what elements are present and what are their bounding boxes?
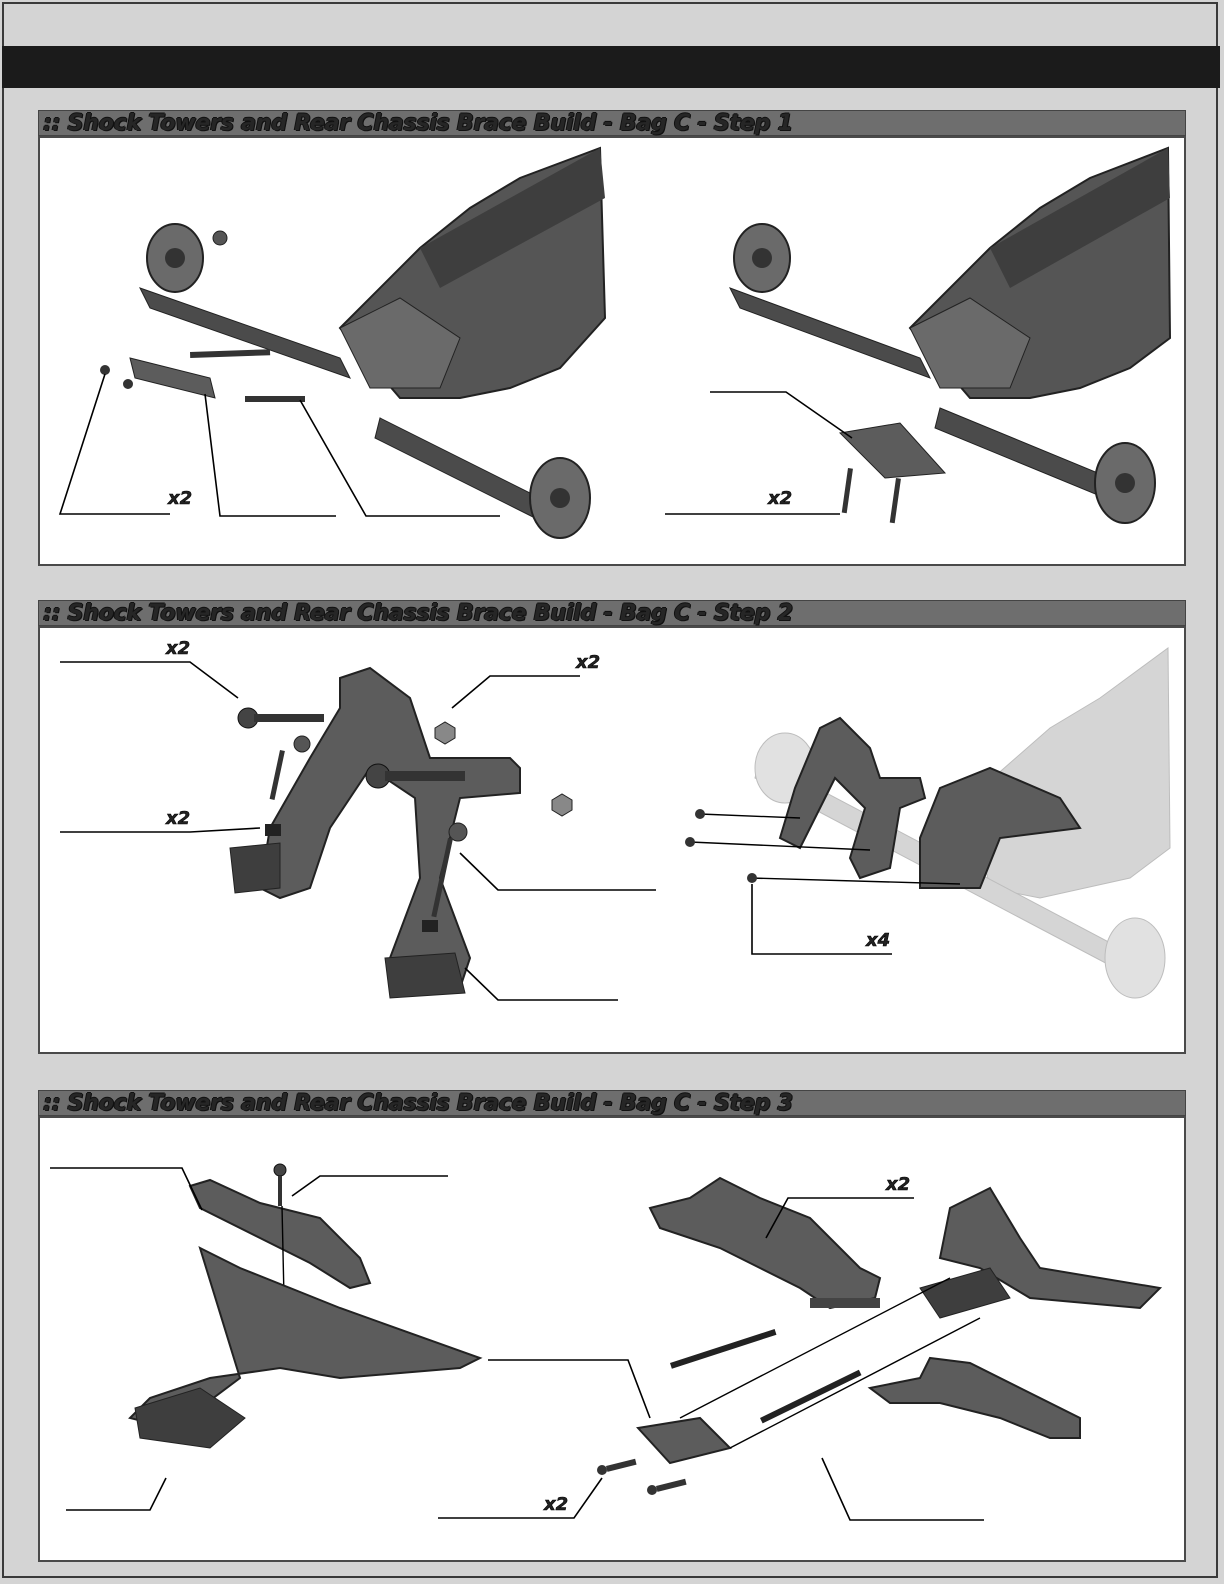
shock-tower-illustration [230, 668, 572, 998]
chassis-illustration-right [730, 148, 1170, 523]
quantity-label: x2 [544, 1494, 569, 1515]
quantity-label: x2 [768, 488, 793, 509]
quantity-label: x2 [166, 638, 191, 659]
quantity-label: x2 [886, 1174, 911, 1195]
rear-arms-illustration [597, 1178, 1160, 1495]
section-step-1 [38, 110, 1186, 566]
section-title: :: Shock Towers and Rear Chassis Brace Build - Bag C - Step 3 [43, 1091, 793, 1116]
callout-lines-right [665, 392, 852, 514]
section-header [38, 110, 1186, 136]
diagram-panel [38, 136, 1186, 566]
quantity-label: x2 [168, 488, 193, 509]
section-header [38, 600, 1186, 626]
quantity-label: x2 [166, 808, 191, 829]
page-header-band [2, 46, 1220, 88]
diagram-panel [38, 1116, 1186, 1562]
section-header [38, 1090, 1186, 1116]
section-step-2 [38, 600, 1186, 1054]
quantity-label: x4 [866, 930, 891, 951]
chassis-illustration-left [100, 148, 605, 538]
section-title: :: Shock Towers and Rear Chassis Brace Build - Bag C - Step 2 [43, 601, 793, 626]
rear-brace-illustration [130, 1164, 480, 1448]
section-title: :: Shock Towers and Rear Chassis Brace Build - Bag C - Step 1 [43, 111, 793, 136]
quantity-label: x2 [576, 652, 601, 673]
section-step-3 [38, 1090, 1186, 1562]
diagram-panel [38, 626, 1186, 1054]
